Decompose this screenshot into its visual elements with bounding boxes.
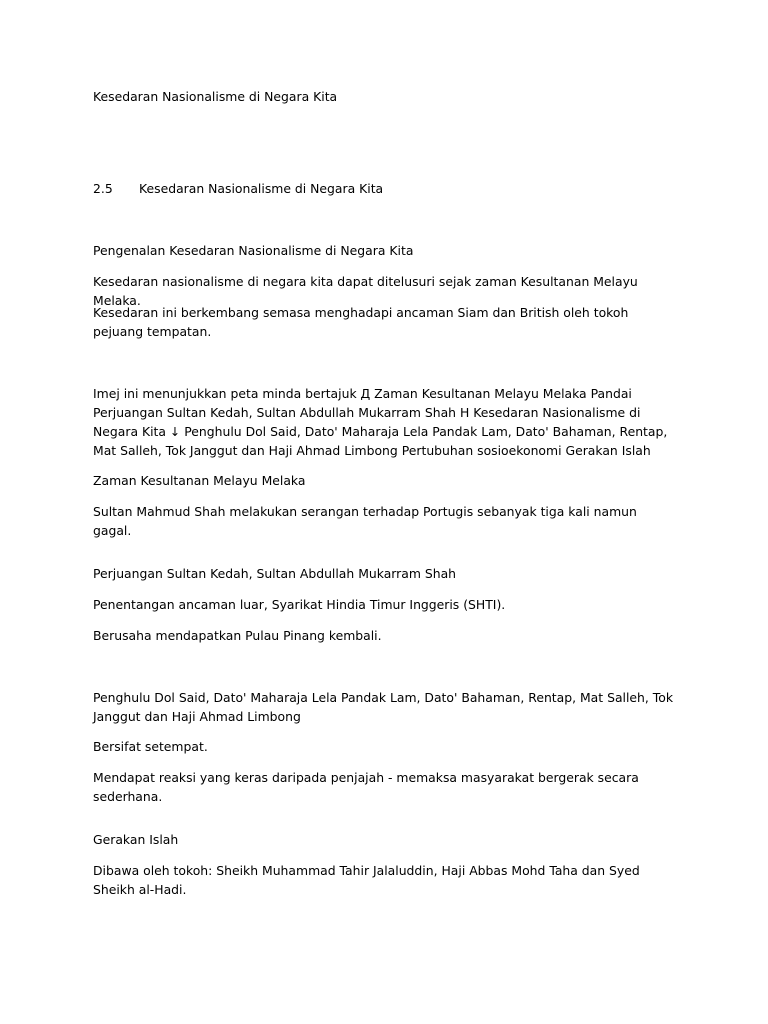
paragraph-heading: Zaman Kesultanan Melayu Melaka [93, 473, 306, 488]
paragraph-heading: Perjuangan Sultan Kedah, Sultan Abdullah Mukarram Shah [93, 566, 457, 581]
paragraph-heading: Penghulu Dol Said, Dato' Maharaja Lela Pandak Lam, Dato' Bahaman, Rentap, Mat Salleh, Tok Janggut dan Haji Ahmad Limbong [93, 690, 673, 724]
paragraph: Sultan Mahmud Shah melakukan serangan terhadap Portugis sebanyak tiga kali namun gagal. [93, 504, 637, 538]
paragraph: Berusaha mendapatkan Pulau Pinang kembali. [93, 628, 382, 643]
paragraph: Kesedaran ini berkembang semasa menghadapi ancaman Siam dan British oleh tokoh pejuang tempatan. [93, 305, 629, 339]
section-title: Kesedaran Nasionalisme di Negara Kita [139, 181, 384, 196]
document-header-title: Kesedaran Nasionalisme di Negara Kita [93, 89, 338, 104]
paragraph: Dibawa oleh tokoh: Sheikh Muhammad Tahir Jalaluddin, Haji Abbas Mohd Taha dan Syed Sheikh al-Hadi. [93, 863, 640, 897]
paragraph: Kesedaran nasionalisme di negara kita dapat ditelusuri sejak zaman Kesultanan Melayu Melaka. [93, 274, 638, 308]
paragraph: Bersifat setempat. [93, 739, 208, 754]
paragraph: Mendapat reaksi yang keras daripada penjajah - memaksa masyarakat bergerak secara sederhana. [93, 770, 639, 804]
section-number: 2.5 [93, 181, 113, 196]
paragraph-heading: Gerakan Islah [93, 832, 179, 847]
section-heading [93, 179, 673, 198]
mind-map-description: Imej ini menunjukkan peta minda bertajuk Д Zaman Kesultanan Melayu Melaka Pandai Perjuangan Sultan Kedah, Sultan Abdullah Mukarram Shah H Kesedaran Nasionalisme di Negara Kita ↓ Penghulu Dol Said, Dato' Maharaja Lela Pandak Lam, Dato' Bahaman, Rentap, Mat Salleh, Tok Janggut dan Haji Ahmad Limbong Pertubuhan sosioekonomi Gerakan Islah [93, 386, 668, 458]
paragraph-intro-heading: Pengenalan Kesedaran Nasionalisme di Negara Kita [93, 243, 414, 258]
paragraph: Penentangan ancaman luar, Syarikat Hindia Timur Inggeris (SHTI). [93, 597, 506, 612]
